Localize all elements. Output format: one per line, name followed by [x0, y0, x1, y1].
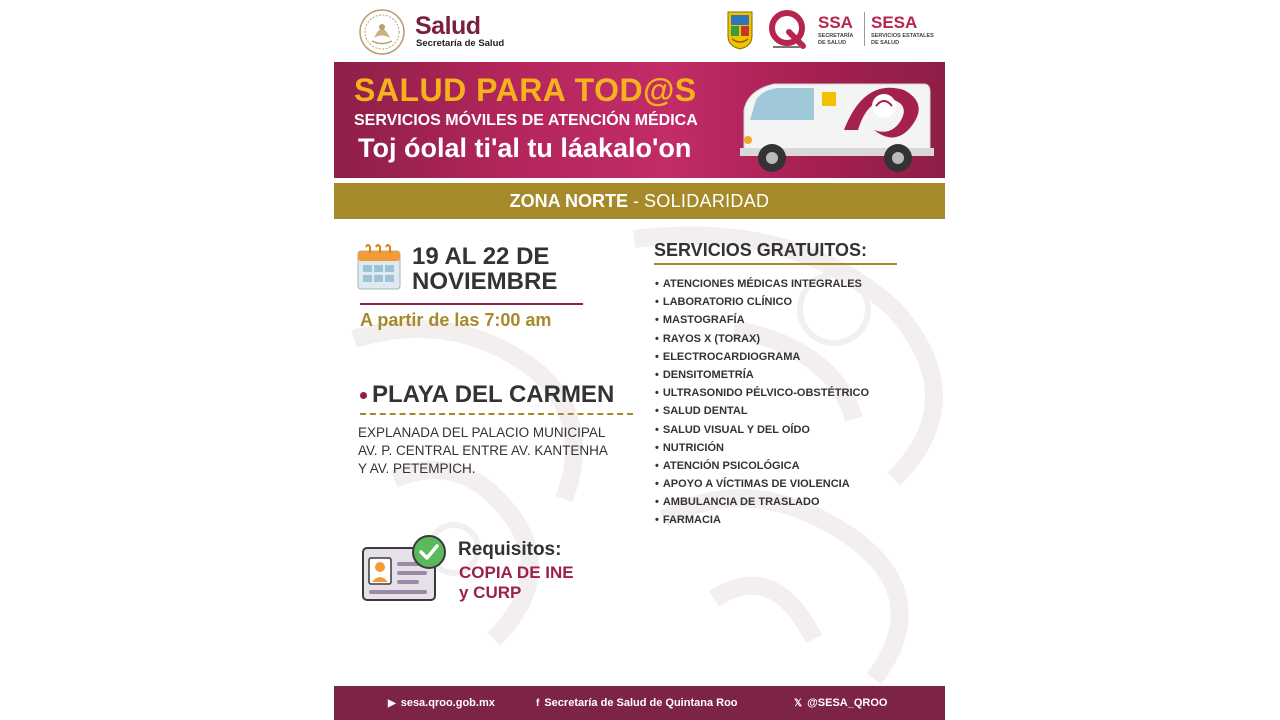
banner-subheadline: SERVICIOS MÓVILES DE ATENCIÓN MÉDICA: [354, 112, 698, 129]
address-line: Y AV. PETEMPICH.: [358, 461, 476, 476]
zone-separator: -: [628, 191, 644, 211]
x-icon: 𝕏: [794, 698, 803, 709]
sesa-logo-subtitle: SERVICIOS ESTATALES DE SALUD: [871, 33, 934, 46]
requirements-value: y CURP: [459, 583, 522, 602]
footer-website[interactable]: [388, 686, 495, 720]
footer-bar: [334, 686, 945, 720]
city-divider: [360, 413, 633, 415]
address-line: EXPLANADA DEL PALACIO MUNICIPAL: [358, 425, 606, 440]
service-item: • DENSITOMETRÍA: [655, 366, 869, 384]
quintana-roo-shield-icon: [726, 10, 754, 50]
q-logo-icon: [765, 8, 809, 52]
event-date-line2: NOVIEMBRE: [412, 268, 558, 295]
banner-maya-slogan: Toj óolal ti'al tu láakalo'on: [358, 133, 692, 163]
services-title: SERVICIOS GRATUITOS:: [654, 240, 868, 260]
twitter-link[interactable]: @SESA_QROO: [807, 697, 888, 709]
zone-bar: [334, 183, 945, 219]
bullet-dot: [360, 392, 367, 399]
brand-title: Salud: [415, 12, 481, 40]
event-city: PLAYA DEL CARMEN: [372, 381, 615, 408]
service-item: • AMBULANCIA DE TRASLADO: [655, 493, 869, 511]
cursor-icon: ▶: [388, 698, 396, 709]
mobile-clinic-van-icon: [734, 70, 934, 178]
zone-name: ZONA NORTE: [509, 191, 628, 211]
services-list: [655, 275, 869, 530]
brand-subtitle: Secretaría de Salud: [416, 38, 505, 49]
service-item: • APOYO A VÍCTIMAS DE VIOLENCIA: [655, 475, 869, 493]
event-date-line1: 19 AL 22 DE: [412, 243, 550, 270]
date-divider: [360, 303, 583, 305]
service-item: • FARMACIA: [655, 511, 869, 529]
footer-facebook[interactable]: [536, 686, 738, 720]
service-item: • SALUD DENTAL: [655, 402, 869, 420]
header: [334, 0, 945, 60]
calendar-icon: [356, 243, 402, 291]
service-item: • RAYOS X (TORAX): [655, 330, 869, 348]
requirements-title: Requisitos:: [458, 539, 562, 560]
service-item: • MASTOGRAFÍA: [655, 311, 869, 329]
service-item: • SALUD VISUAL Y DEL OÍDO: [655, 421, 869, 439]
poster: [334, 0, 945, 720]
id-card-check-icon: [361, 534, 451, 604]
requirements-value: COPIA DE INE: [459, 563, 574, 582]
service-item: • LABORATORIO CLÍNICO: [655, 293, 869, 311]
banner-headline: SALUD PARA TOD@S: [354, 72, 697, 108]
sesa-logo-title: SESA: [871, 13, 918, 32]
event-date: [412, 244, 557, 294]
event-address: [358, 424, 648, 478]
footer-twitter[interactable]: [794, 686, 887, 720]
service-item: • NUTRICIÓN: [655, 439, 869, 457]
address-line: AV. P. CENTRAL ENTRE AV. KANTENHA: [358, 443, 608, 458]
services-title-underline: [654, 263, 897, 265]
ssa-logo-subtitle: SECRETARÍA DE SALUD: [818, 33, 854, 46]
event-time: A partir de las 7:00 am: [360, 310, 552, 330]
header-divider: [864, 12, 865, 46]
hero-banner: [334, 62, 945, 178]
municipality-name: SOLIDARIDAD: [644, 191, 770, 211]
facebook-icon: f: [536, 698, 540, 709]
website-link[interactable]: sesa.qroo.gob.mx: [400, 697, 495, 709]
ssa-logo-title: SSA: [818, 13, 853, 32]
service-item: • ELECTROCARDIOGRAMA: [655, 348, 869, 366]
service-item: • ATENCIONES MÉDICAS INTEGRALES: [655, 275, 869, 293]
service-item: • ULTRASONIDO PÉLVICO-OBSTÉTRICO: [655, 384, 869, 402]
facebook-link[interactable]: Secretaría de Salud de Quintana Roo: [544, 697, 738, 709]
mexico-seal-icon: [358, 8, 406, 56]
service-item: • ATENCIÓN PSICOLÓGICA: [655, 457, 869, 475]
